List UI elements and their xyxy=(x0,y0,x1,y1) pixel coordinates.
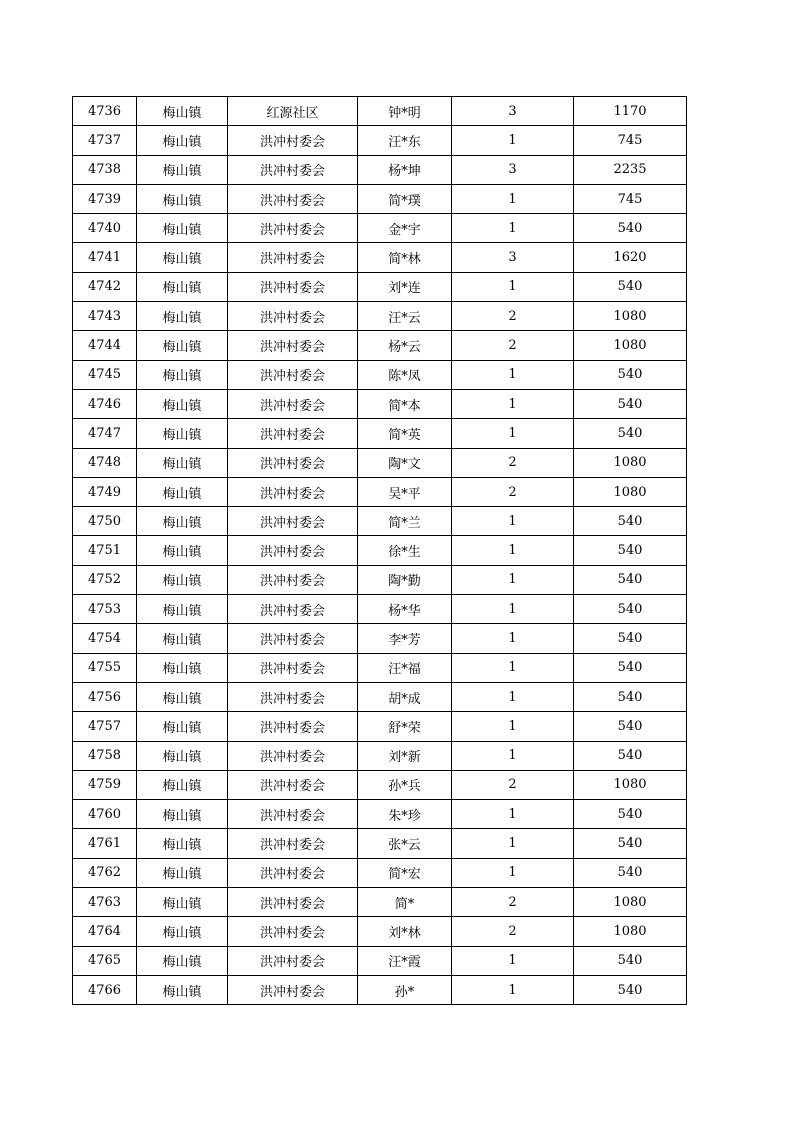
village-committee-cell: 红源社区 xyxy=(228,97,358,126)
name-cell: 简*璞 xyxy=(358,184,452,213)
row-number-cell: 4761 xyxy=(73,829,137,858)
count-cell: 1 xyxy=(452,536,574,565)
amount-cell: 2235 xyxy=(574,155,687,184)
amount-cell: 540 xyxy=(574,272,687,301)
row-number-cell: 4748 xyxy=(73,448,137,477)
name-cell: 张*云 xyxy=(358,829,452,858)
village-committee-cell: 洪冲村委会 xyxy=(228,477,358,506)
row-number-cell: 4739 xyxy=(73,184,137,213)
count-cell: 1 xyxy=(452,800,574,829)
name-cell: 汪*福 xyxy=(358,653,452,682)
row-number-cell: 4746 xyxy=(73,389,137,418)
count-cell: 1 xyxy=(452,653,574,682)
village-committee-cell: 洪冲村委会 xyxy=(228,712,358,741)
village-committee-cell: 洪冲村委会 xyxy=(228,331,358,360)
town-cell: 梅山镇 xyxy=(137,712,228,741)
count-cell: 2 xyxy=(452,448,574,477)
count-cell: 1 xyxy=(452,214,574,243)
row-number-cell: 4759 xyxy=(73,770,137,799)
table-row xyxy=(73,507,687,536)
town-cell: 梅山镇 xyxy=(137,126,228,155)
amount-cell: 540 xyxy=(574,682,687,711)
amount-cell: 540 xyxy=(574,858,687,887)
row-number-cell: 4752 xyxy=(73,565,137,594)
row-number-cell: 4736 xyxy=(73,97,137,126)
table-row xyxy=(73,243,687,272)
name-cell: 李*芳 xyxy=(358,624,452,653)
amount-cell: 540 xyxy=(574,975,687,1004)
amount-cell: 540 xyxy=(574,536,687,565)
table-row xyxy=(73,126,687,155)
row-number-cell: 4764 xyxy=(73,917,137,946)
village-committee-cell: 洪冲村委会 xyxy=(228,389,358,418)
town-cell: 梅山镇 xyxy=(137,360,228,389)
name-cell: 杨*华 xyxy=(358,595,452,624)
village-committee-cell: 洪冲村委会 xyxy=(228,243,358,272)
village-committee-cell: 洪冲村委会 xyxy=(228,184,358,213)
amount-cell: 1080 xyxy=(574,917,687,946)
name-cell: 汪*霞 xyxy=(358,946,452,975)
table-row xyxy=(73,389,687,418)
row-number-cell: 4766 xyxy=(73,975,137,1004)
row-number-cell: 4741 xyxy=(73,243,137,272)
table-row xyxy=(73,770,687,799)
row-number-cell: 4756 xyxy=(73,682,137,711)
amount-cell: 540 xyxy=(574,829,687,858)
table-row xyxy=(73,97,687,126)
table-row xyxy=(73,946,687,975)
village-committee-cell: 洪冲村委会 xyxy=(228,448,358,477)
name-cell: 徐*生 xyxy=(358,536,452,565)
table-row xyxy=(73,214,687,243)
town-cell: 梅山镇 xyxy=(137,595,228,624)
row-number-cell: 4749 xyxy=(73,477,137,506)
name-cell: 汪*云 xyxy=(358,302,452,331)
amount-cell: 540 xyxy=(574,653,687,682)
count-cell: 3 xyxy=(452,97,574,126)
amount-cell: 1080 xyxy=(574,302,687,331)
town-cell: 梅山镇 xyxy=(137,331,228,360)
name-cell: 朱*珍 xyxy=(358,800,452,829)
name-cell: 简*兰 xyxy=(358,507,452,536)
row-number-cell: 4740 xyxy=(73,214,137,243)
row-number-cell: 4762 xyxy=(73,858,137,887)
row-number-cell: 4753 xyxy=(73,595,137,624)
row-number-cell: 4745 xyxy=(73,360,137,389)
name-cell: 孙* xyxy=(358,975,452,1004)
count-cell: 2 xyxy=(452,302,574,331)
table-row xyxy=(73,155,687,184)
village-committee-cell: 洪冲村委会 xyxy=(228,126,358,155)
table-row xyxy=(73,741,687,770)
table-row xyxy=(73,829,687,858)
town-cell: 梅山镇 xyxy=(137,477,228,506)
count-cell: 1 xyxy=(452,272,574,301)
name-cell: 杨*坤 xyxy=(358,155,452,184)
town-cell: 梅山镇 xyxy=(137,507,228,536)
count-cell: 1 xyxy=(452,858,574,887)
town-cell: 梅山镇 xyxy=(137,624,228,653)
table-row xyxy=(73,184,687,213)
village-committee-cell: 洪冲村委会 xyxy=(228,565,358,594)
village-committee-cell: 洪冲村委会 xyxy=(228,800,358,829)
table-row xyxy=(73,858,687,887)
count-cell: 1 xyxy=(452,829,574,858)
amount-cell: 540 xyxy=(574,800,687,829)
table-row xyxy=(73,536,687,565)
count-cell: 2 xyxy=(452,917,574,946)
amount-cell: 1620 xyxy=(574,243,687,272)
name-cell: 陶*勤 xyxy=(358,565,452,594)
name-cell: 吴*平 xyxy=(358,477,452,506)
table-row xyxy=(73,272,687,301)
name-cell: 简*林 xyxy=(358,243,452,272)
village-committee-cell: 洪冲村委会 xyxy=(228,741,358,770)
name-cell: 金*宇 xyxy=(358,214,452,243)
village-committee-cell: 洪冲村委会 xyxy=(228,624,358,653)
count-cell: 1 xyxy=(452,126,574,155)
name-cell: 舒*荣 xyxy=(358,712,452,741)
village-committee-cell: 洪冲村委会 xyxy=(228,682,358,711)
village-committee-cell: 洪冲村委会 xyxy=(228,507,358,536)
row-number-cell: 4750 xyxy=(73,507,137,536)
row-number-cell: 4737 xyxy=(73,126,137,155)
row-number-cell: 4743 xyxy=(73,302,137,331)
amount-cell: 540 xyxy=(574,741,687,770)
table-row xyxy=(73,712,687,741)
count-cell: 1 xyxy=(452,360,574,389)
count-cell: 2 xyxy=(452,770,574,799)
row-number-cell: 4757 xyxy=(73,712,137,741)
amount-cell: 540 xyxy=(574,712,687,741)
row-number-cell: 4758 xyxy=(73,741,137,770)
count-cell: 1 xyxy=(452,419,574,448)
data-table xyxy=(72,96,687,1005)
row-number-cell: 4754 xyxy=(73,624,137,653)
table-row xyxy=(73,917,687,946)
town-cell: 梅山镇 xyxy=(137,770,228,799)
village-committee-cell: 洪冲村委会 xyxy=(228,975,358,1004)
row-number-cell: 4738 xyxy=(73,155,137,184)
table-row xyxy=(73,595,687,624)
row-number-cell: 4744 xyxy=(73,331,137,360)
amount-cell: 540 xyxy=(574,419,687,448)
row-number-cell: 4742 xyxy=(73,272,137,301)
name-cell: 陶*文 xyxy=(358,448,452,477)
count-cell: 1 xyxy=(452,184,574,213)
count-cell: 2 xyxy=(452,331,574,360)
village-committee-cell: 洪冲村委会 xyxy=(228,653,358,682)
amount-cell: 1080 xyxy=(574,331,687,360)
row-number-cell: 4760 xyxy=(73,800,137,829)
table-row xyxy=(73,624,687,653)
name-cell: 简*本 xyxy=(358,389,452,418)
table-row xyxy=(73,302,687,331)
town-cell: 梅山镇 xyxy=(137,302,228,331)
village-committee-cell: 洪冲村委会 xyxy=(228,770,358,799)
count-cell: 1 xyxy=(452,595,574,624)
village-committee-cell: 洪冲村委会 xyxy=(228,302,358,331)
row-number-cell: 4755 xyxy=(73,653,137,682)
amount-cell: 1080 xyxy=(574,448,687,477)
village-committee-cell: 洪冲村委会 xyxy=(228,888,358,917)
village-committee-cell: 洪冲村委会 xyxy=(228,360,358,389)
town-cell: 梅山镇 xyxy=(137,829,228,858)
amount-cell: 1170 xyxy=(574,97,687,126)
town-cell: 梅山镇 xyxy=(137,653,228,682)
name-cell: 孙*兵 xyxy=(358,770,452,799)
village-committee-cell: 洪冲村委会 xyxy=(228,155,358,184)
town-cell: 梅山镇 xyxy=(137,682,228,711)
village-committee-cell: 洪冲村委会 xyxy=(228,419,358,448)
amount-cell: 1080 xyxy=(574,770,687,799)
amount-cell: 540 xyxy=(574,595,687,624)
count-cell: 1 xyxy=(452,565,574,594)
name-cell: 刘*连 xyxy=(358,272,452,301)
town-cell: 梅山镇 xyxy=(137,272,228,301)
count-cell: 1 xyxy=(452,975,574,1004)
village-committee-cell: 洪冲村委会 xyxy=(228,917,358,946)
amount-cell: 540 xyxy=(574,565,687,594)
name-cell: 胡*成 xyxy=(358,682,452,711)
amount-cell: 540 xyxy=(574,214,687,243)
table-row xyxy=(73,331,687,360)
village-committee-cell: 洪冲村委会 xyxy=(228,946,358,975)
town-cell: 梅山镇 xyxy=(137,917,228,946)
row-number-cell: 4763 xyxy=(73,888,137,917)
village-committee-cell: 洪冲村委会 xyxy=(228,536,358,565)
name-cell: 钟*明 xyxy=(358,97,452,126)
amount-cell: 1080 xyxy=(574,888,687,917)
name-cell: 简* xyxy=(358,888,452,917)
town-cell: 梅山镇 xyxy=(137,184,228,213)
count-cell: 2 xyxy=(452,888,574,917)
village-committee-cell: 洪冲村委会 xyxy=(228,858,358,887)
table-row xyxy=(73,565,687,594)
town-cell: 梅山镇 xyxy=(137,389,228,418)
village-committee-cell: 洪冲村委会 xyxy=(228,214,358,243)
table-row xyxy=(73,653,687,682)
table-row xyxy=(73,419,687,448)
name-cell: 杨*云 xyxy=(358,331,452,360)
name-cell: 简*宏 xyxy=(358,858,452,887)
row-number-cell: 4765 xyxy=(73,946,137,975)
town-cell: 梅山镇 xyxy=(137,536,228,565)
town-cell: 梅山镇 xyxy=(137,800,228,829)
count-cell: 3 xyxy=(452,155,574,184)
name-cell: 刘*新 xyxy=(358,741,452,770)
town-cell: 梅山镇 xyxy=(137,888,228,917)
town-cell: 梅山镇 xyxy=(137,243,228,272)
name-cell: 简*英 xyxy=(358,419,452,448)
table-row xyxy=(73,888,687,917)
count-cell: 1 xyxy=(452,946,574,975)
town-cell: 梅山镇 xyxy=(137,858,228,887)
amount-cell: 540 xyxy=(574,389,687,418)
amount-cell: 540 xyxy=(574,360,687,389)
name-cell: 陈*凤 xyxy=(358,360,452,389)
count-cell: 3 xyxy=(452,243,574,272)
village-committee-cell: 洪冲村委会 xyxy=(228,595,358,624)
row-number-cell: 4751 xyxy=(73,536,137,565)
name-cell: 汪*东 xyxy=(358,126,452,155)
name-cell: 刘*林 xyxy=(358,917,452,946)
table-body xyxy=(73,97,687,1005)
amount-cell: 745 xyxy=(574,126,687,155)
count-cell: 1 xyxy=(452,741,574,770)
town-cell: 梅山镇 xyxy=(137,419,228,448)
table-row xyxy=(73,682,687,711)
town-cell: 梅山镇 xyxy=(137,741,228,770)
table-row xyxy=(73,477,687,506)
amount-cell: 745 xyxy=(574,184,687,213)
town-cell: 梅山镇 xyxy=(137,97,228,126)
amount-cell: 540 xyxy=(574,507,687,536)
count-cell: 1 xyxy=(452,507,574,536)
town-cell: 梅山镇 xyxy=(137,565,228,594)
town-cell: 梅山镇 xyxy=(137,946,228,975)
row-number-cell: 4747 xyxy=(73,419,137,448)
table-row xyxy=(73,800,687,829)
town-cell: 梅山镇 xyxy=(137,214,228,243)
count-cell: 1 xyxy=(452,712,574,741)
amount-cell: 540 xyxy=(574,624,687,653)
amount-cell: 540 xyxy=(574,946,687,975)
table-row xyxy=(73,448,687,477)
town-cell: 梅山镇 xyxy=(137,448,228,477)
count-cell: 1 xyxy=(452,389,574,418)
village-committee-cell: 洪冲村委会 xyxy=(228,829,358,858)
count-cell: 2 xyxy=(452,477,574,506)
village-committee-cell: 洪冲村委会 xyxy=(228,272,358,301)
town-cell: 梅山镇 xyxy=(137,155,228,184)
table-row xyxy=(73,360,687,389)
count-cell: 1 xyxy=(452,682,574,711)
count-cell: 1 xyxy=(452,624,574,653)
town-cell: 梅山镇 xyxy=(137,975,228,1004)
amount-cell: 1080 xyxy=(574,477,687,506)
table-row xyxy=(73,975,687,1004)
